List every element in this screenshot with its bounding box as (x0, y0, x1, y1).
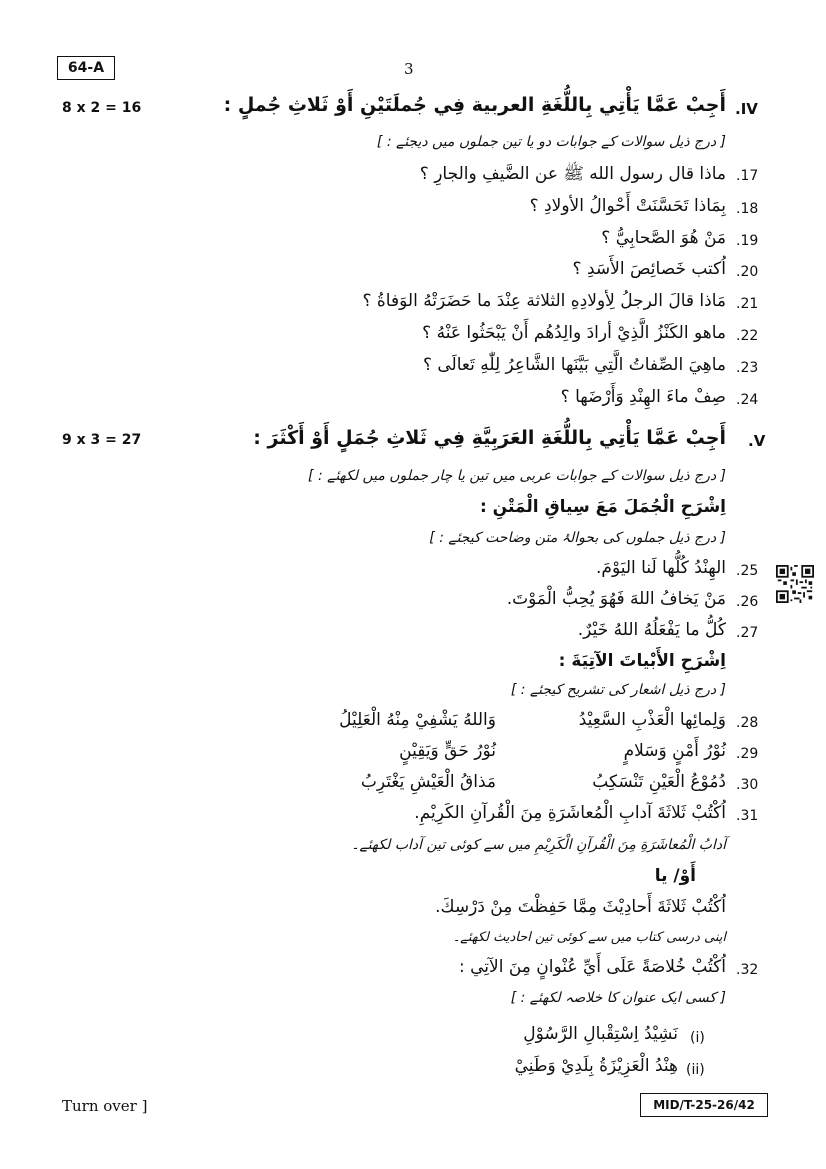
qr-code-icon (776, 565, 814, 603)
question-text: اُكتب خَصائِصَ الأَسَدِ ؟ (572, 259, 726, 279)
verse-right: وَلِمائِها الْعَذْبِ السَّعِيْدُ (578, 710, 726, 730)
verse-number: .29 (736, 746, 759, 762)
q31-urdu: آدابُ الْمُعاشَرَةِ مِنَ الْقُرآنِ الْكَرِيْمِ میں سے کوئی تین آداب لکھئے۔ (351, 837, 726, 853)
verse-right: نُوْرُ أَمْنٍ وَسَلامٍ (623, 741, 726, 761)
question-text: الهِنْدُ كُلُّها لَنا اليَوْمَ. (596, 558, 726, 578)
question-number: .19 (736, 233, 759, 249)
question-number: .26 (736, 594, 759, 610)
verse-left: نُوْرُ حَقٍّ وَيَقِيْنٍ (399, 741, 496, 761)
q32-urdu: [ کسی ایک عنوان کا خلاصہ لکھئے : ] (510, 990, 726, 1006)
paper-code-box: 64-A (57, 56, 115, 80)
question-number: .20 (736, 264, 759, 280)
question-number: .18 (736, 201, 759, 217)
question-text: بِمَاذا تَحَسَّنَتْ أَحْوالُ الأولادِ ؟ (529, 196, 726, 216)
question-number: .25 (736, 563, 759, 579)
section-iv-instruction: [ درج ذیل سوالات کے جوابات دو یا تین جملوں میں دیجئے : ] (376, 134, 726, 150)
question-text: ماهِيَ الصِّفاتُ الَّتِي بَيَّنَها الشَّاعِرُ لِلّٰهِ تَعالَى ؟ (422, 355, 726, 375)
question-number: .22 (736, 328, 759, 344)
q31-alt-urdu: اپنی درسی کتاب میں سے کوئی تین احادیث لکھئے۔ (452, 930, 726, 945)
explain-instruction: [ درج ذیل جملوں کی بحوالۂ متن وضاحت کیجئے : ] (429, 530, 726, 546)
option-number: (ii) (686, 1062, 705, 1078)
section-v-marks: 9 x 3 = 27 (62, 432, 142, 448)
question-text: مَنْ يَخافُ اللهَ فَهُوَ يُحِبُّ الْمَوْتَ. (506, 589, 726, 609)
q31-or: أَوْ/ یا (654, 866, 696, 886)
verse-number: .30 (736, 777, 759, 793)
turn-over-note: Turn over ] (62, 1097, 148, 1115)
explain-heading: اِشْرَحِ الْجُمَلَ مَعَ سِياقِ الْمَتْنِ : (479, 497, 726, 517)
section-v-instruction: [ درج ذیل سوالات کے جوابات عربی میں تین یا چار جملوں میں لکھئے : ] (308, 468, 726, 484)
verses-heading: اِشْرَحِ الأَبْياتَ الآتِيَةَ : (558, 651, 726, 671)
verse-left: وَاللهُ يَشْفِيْ مِنْهُ الْعَلِيْلُ (339, 710, 496, 730)
option-text: نَشِيْدُ اِسْتِقْبالِ الرَّسُوْلِ (523, 1024, 678, 1044)
question-number: .23 (736, 360, 759, 376)
q31-alt-text: اُكْتُبْ ثَلاثَةَ أَحادِيْثَ مِمَّا حَفِظْتَ مِنْ دَرْسِكَ. (435, 897, 726, 917)
section-iv-heading: أَجِبْ عَمَّا يَأْتِي بِاللُّغَةِ العربية فِي جُملَتَيْنِ أَوْ ثَلاثِ جُملٍ : (223, 94, 726, 116)
question-number: .27 (736, 625, 759, 641)
question-number: .21 (736, 296, 759, 312)
section-iv-marks: 8 x 2 = 16 (62, 100, 142, 116)
option-text: هِنْدُ الْعَزِيْزَةُ بِلَدِيْ وَطَنِيْ (514, 1056, 678, 1076)
section-v-heading: أَجِبْ عَمَّا يَأْتِي بِاللُّغَةِ العَرَبِيَّةِ فِي ثَلاثِ جُمَلٍ أَوْ أَكْثَرَ : (253, 427, 726, 449)
verse-left: مَذاقُ الْعَيْشِ يَغْتَرِبُ (360, 772, 496, 792)
section-iv-numeral: .IV (735, 100, 758, 118)
verse-right: دُمُوْعُ الْعَيْنِ تَنْسَكِبُ (592, 772, 726, 792)
verses-instruction: [ درج ذیل اشعار کی تشریح کیجئے : ] (510, 682, 726, 698)
q31-text: اُكْتُبْ ثَلاثَةَ آدابِ الْمُعاشَرَةِ مِنَ الْقُرآنِ الكَرِيْمِ. (414, 803, 726, 823)
question-text: مَاذا قالَ الرجلُ لِأولادِهِ الثلاثة عِنْدَ ما حَضَرَتْهُ الوَفاةُ ؟ (362, 291, 726, 311)
option-number: (i) (690, 1030, 705, 1046)
question-number: .32 (736, 962, 759, 978)
q32-text: اُكْتُبْ خُلاصَةً عَلَى أَيِّ عُنْوانٍ مِنَ الآتِي : (459, 957, 726, 977)
question-text: صِفْ ماءَ الهِنْدِ وَأَرْضَها ؟ (560, 387, 726, 407)
question-number: .24 (736, 392, 759, 408)
question-number: .31 (736, 808, 759, 824)
question-number: .17 (736, 168, 759, 184)
question-text: ماذا قال رسول الله ﷺ عن الضَّيفِ والجارِ ؟ (419, 164, 726, 184)
page-number: 3 (404, 60, 414, 78)
verse-number: .28 (736, 715, 759, 731)
question-text: مَنْ هُوَ الصَّحابِيُّ ؟ (601, 228, 726, 248)
section-v-numeral: .V (748, 432, 766, 450)
question-text: ماهو الكَنْزُ الَّذِيْ أرادَ والِدُهُم أَنْ يَبْحَثُوا عَنْهُ ؟ (422, 323, 726, 343)
paper-series-code: MID/T-25-26/42 (640, 1093, 768, 1117)
question-text: كُلُّ ما يَفْعَلُهُ اللهُ خَيْرٌ. (577, 620, 726, 640)
